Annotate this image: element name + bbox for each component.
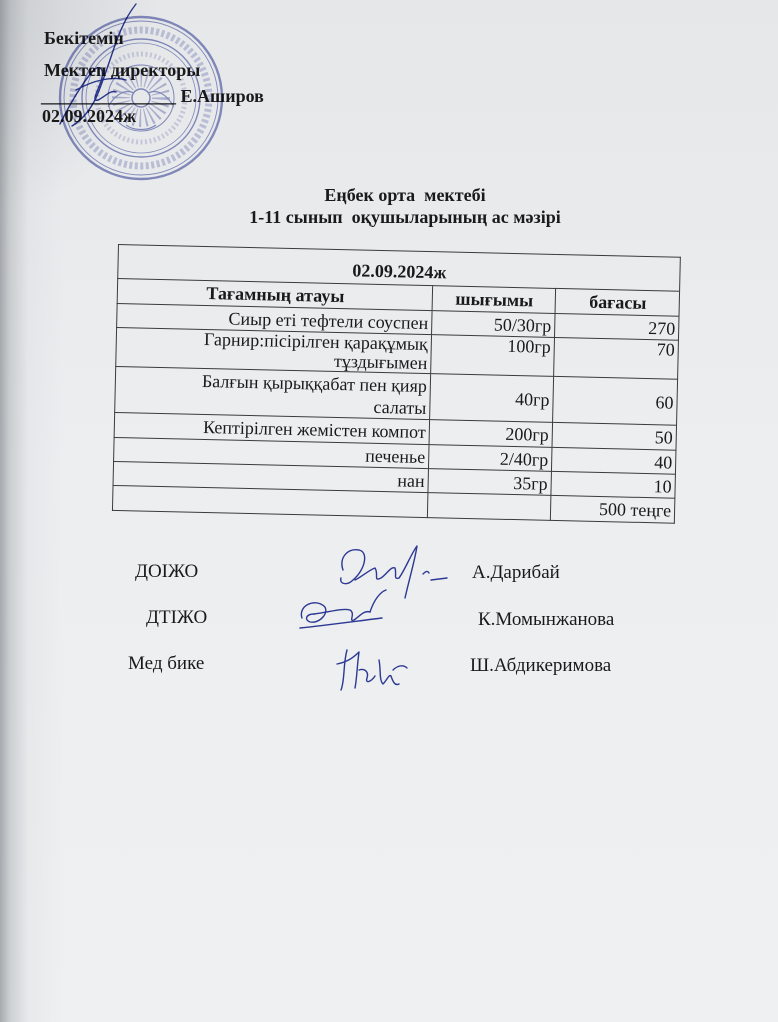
dish-name: печенье bbox=[114, 437, 429, 468]
dish-name: Кептірілген жемістен компот bbox=[114, 412, 429, 444]
dish-price: 60 bbox=[553, 376, 678, 425]
dish-price: 70 bbox=[554, 337, 679, 379]
signatory-signature bbox=[333, 640, 413, 695]
approval-heading: Бекітемін bbox=[44, 28, 124, 48]
menu-table bbox=[112, 244, 681, 524]
dish-yield: 200гр bbox=[429, 420, 553, 448]
signatory-role: ДОІЖО bbox=[135, 561, 199, 582]
total-price: 500 теңге bbox=[550, 495, 675, 523]
dish-yield: 35гр bbox=[428, 469, 552, 496]
signature-underline: _______________ bbox=[41, 86, 176, 106]
column-header-price: бағасы bbox=[555, 288, 680, 316]
school-name: Еңбек орта мектебі bbox=[324, 185, 486, 205]
dish-yield: 2/40гр bbox=[428, 445, 552, 472]
menu-title: 1-11 сынып оқушыларының ас мәзірі bbox=[249, 207, 561, 227]
dish-price: 40 bbox=[551, 447, 676, 474]
dish-price: 50 bbox=[552, 422, 677, 450]
empty-cell bbox=[427, 493, 551, 521]
column-header-yield: шығымы bbox=[432, 286, 556, 314]
document-title bbox=[195, 184, 615, 228]
dish-name: Гарнир:пісірілген қарақұмық тұздығымен bbox=[116, 327, 432, 373]
director-name: Е.Аширов bbox=[180, 86, 264, 106]
signatory-name: Ш.Абдикеримова bbox=[470, 655, 612, 676]
dish-name: нан bbox=[113, 461, 428, 492]
dish-name: Балғын қырыққабат пен қияр салаты bbox=[115, 366, 431, 419]
signatory-signature bbox=[290, 588, 390, 643]
approval-date: 02.09.2024ж bbox=[42, 106, 137, 126]
menu-date: 02.09.2024ж bbox=[118, 245, 681, 292]
director-signature bbox=[40, 0, 160, 135]
dish-name: Сиыр еті тефтели соуспен bbox=[117, 303, 432, 334]
dish-yield: 40гр bbox=[430, 374, 554, 423]
dish-price: 270 bbox=[554, 313, 679, 340]
column-header-dish: Тағамның атауы bbox=[117, 279, 432, 311]
signatory-role: Мед бике bbox=[128, 653, 205, 674]
signatory-role: ДТІЖО bbox=[146, 607, 208, 628]
dish-yield: 100гр bbox=[431, 335, 555, 377]
director-position: Мектеп директоры bbox=[44, 60, 201, 80]
signatory-name: К.Момынжанова bbox=[478, 609, 615, 630]
signatory-name: А.Дарибай bbox=[472, 562, 560, 583]
dish-yield: 50/30гр bbox=[432, 311, 556, 338]
dish-price: 10 bbox=[551, 471, 676, 498]
